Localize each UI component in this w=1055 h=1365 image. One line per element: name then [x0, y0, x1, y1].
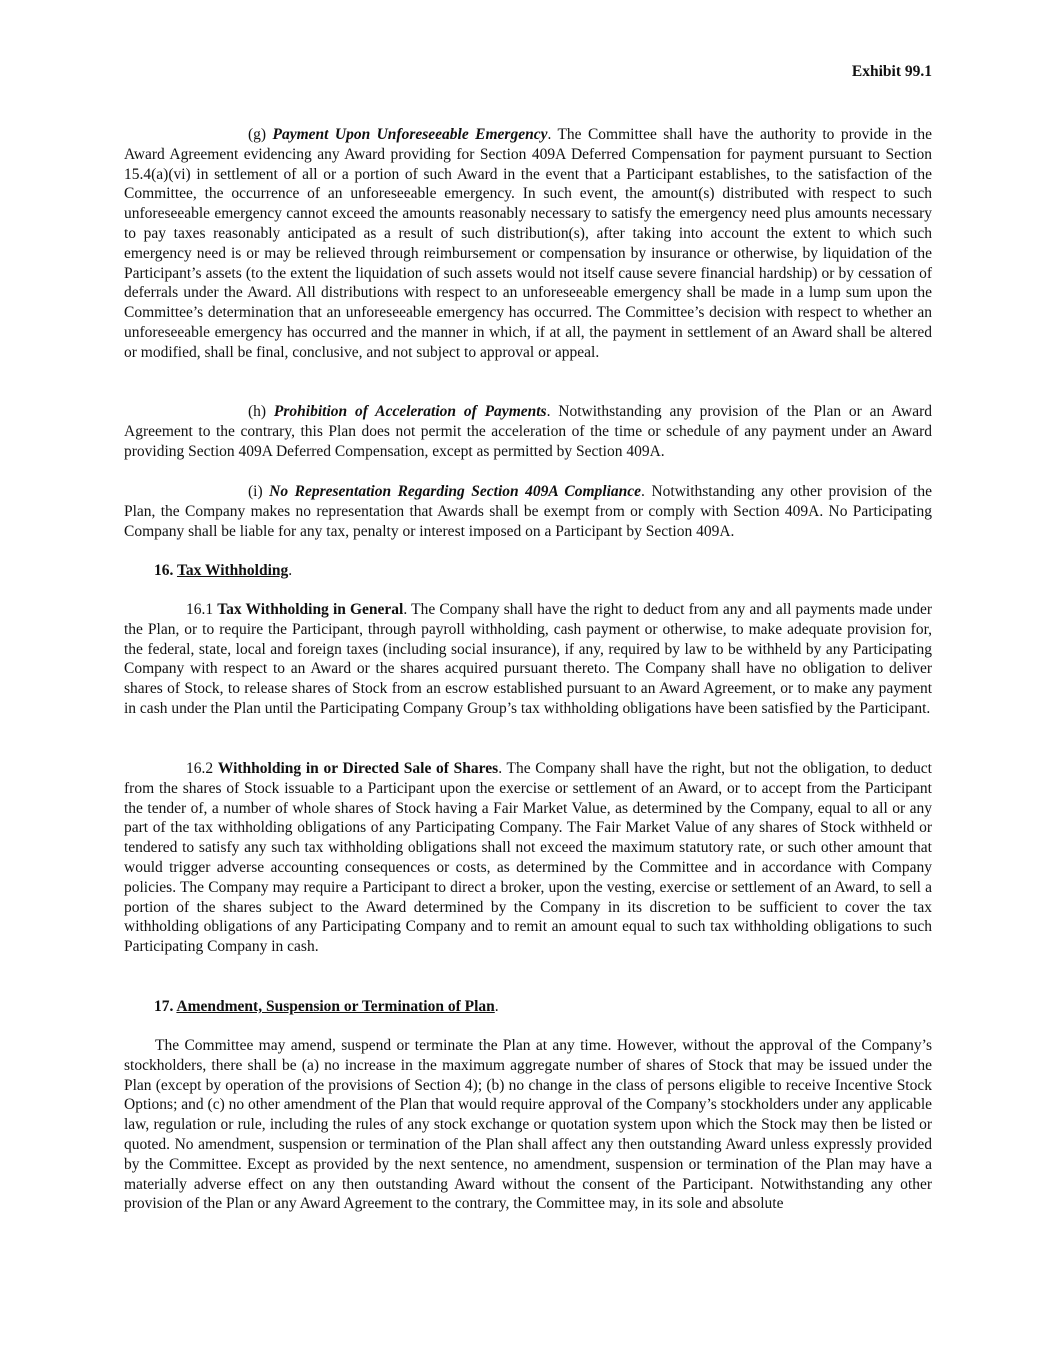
paragraph-title: Prohibition of Acceleration of Payments — [273, 403, 547, 420]
section-17-heading — [154, 997, 499, 1017]
paragraph-title: Payment Upon Unforeseeable Emergency — [272, 126, 548, 143]
paragraph-g-payment-upon-unforeseeable-emergency — [124, 125, 932, 363]
paragraph-title: Withholding in or Directed Sale of Shares — [217, 760, 499, 777]
section-title: Amendment, Suspension or Termination of Plan — [176, 998, 495, 1015]
paragraph-marker: 16.1 — [186, 601, 218, 618]
paragraph-marker: (h) — [248, 403, 274, 420]
paragraph-body: The Committee may amend, suspend or terminate the Plan at any time. However, without the approval of the Company’s stockholders, there shall be (a) no increase in the maximum aggregate number of shares of Stock that may be issued under the Plan (except by operation of the provisions of Section 4); (b) no change in the class of persons eligible to receive Incentive Stock Options; and (c) no other amendment of the Plan that would require approval of the Company’s stockholders under any applicable law, regulation or rule, including the rules of any stock exchange or quotation system upon which the Stock may then be listed or quoted. No amendment, suspension or termination of the Plan shall affect any then outstanding Award unless expressly provided by the Committee. Except as provided by the next sentence, no amendment, suspension or termination of the Plan may have a materially adverse effect on any then outstanding Award without the consent of the Participant. Notwithstanding any other provision of the Plan or any Award Agreement to the contrary, the Committee may, in its sole and absolute — [124, 1037, 932, 1213]
section-title-period: . — [288, 562, 293, 579]
paragraph-body: . The Company shall have the right to deduct from any and all payments made under the Plan, or to require the Participant, through payroll withholding, cash payment or otherwise, to make adequate provision for, the federal, state, local and foreign taxes (including social insurance), if any, required by law to be withheld by any Participating Company with respect to an Award or the shares acquired pursuant thereto. The Company shall have no obligation to deliver shares of Stock, to release shares of Stock from an escrow established pursuant to an Award Agreement, or to make any payment in cash under the Plan until the Participating Company Group’s tax withholding obligations have been satisfied by the Participant. — [124, 601, 933, 717]
section-title: Tax Withholding — [176, 562, 289, 579]
paragraph-body: . The Company shall have the right, but not the obligation, to deduct from the shares of Stock issuable to a Participant upon the exercise or settlement of an Award, or to accept from the Participant the tender of, a number of whole shares of Stock having a Fair Market Value, as determined by the Company, equal to all or any part of the tax withholding obligations of any Participating Company. The Fair Market Value of any shares of Stock withheld or tendered to satisfy any such tax withholding obligations shall not exceed the maximum statutory rate, or such other amount that would trigger adverse accounting consequences or costs, as determined by the Committee and in accordance with Company policies. The Company may require a Participant to direct a broker, upon the vesting, exercise or settlement of an Award, to sell a portion of the shares subject to the Award determined by the Company in its discretion to be sufficient to cover the tax withholding obligations of any Participating Company and to remit an amount equal to such tax withholding obligations to such Participating Company in cash. — [124, 760, 932, 956]
paragraph-title: No Representation Regarding Section 409A Compliance — [269, 483, 642, 500]
exhibit-label: Exhibit 99.1 — [851, 63, 932, 80]
section-number: 16. — [154, 562, 177, 579]
paragraph-body: . Notwithstanding any provision of the Plan or an Award Agreement to the contrary, this Plan does not permit the acceleration of the time or schedule of any payment under an Award providing Section 409A Deferred Compensation, except as permitted by Section 409A. — [124, 403, 932, 460]
section-title-period: . — [494, 998, 499, 1015]
paragraph-marker: (g) — [248, 126, 273, 143]
paragraph-body: . The Committee shall have the authority to provide in the Award Agreement evidencing any Award providing for Section 409A Deferred Compensation for payment pursuant to Section 15.4(a)(vi) in settlement of all or a portion of such Award in the event that a Participant establishes, to the satisfaction of the Committee, the occurrence of an unforeseeable emergency. In such event, the amount(s) distributed with respect to such unforeseeable emergency cannot exceed the amounts reasonably necessary to satisfy the emergency need plus amounts necessary to pay taxes reasonably anticipated as a result of such distribution(s), after taking into account the extent to which such emergency need is or may be relieved through reimbursement or compensation by insurance or otherwise, by liquidation of the Participant’s assets (to the extent the liquidation of such assets would not itself cause severe financial hardship) or by cessation of deferrals under the Award. All distributions with respect to an unforeseeable emergency shall be made in a lump sum upon the Committee’s determination that an unforeseeable emergency has occurred. The Committee’s decision with respect to whether an unforeseeable emergency has occurred and the manner in which, if at all, the payment in settlement of an Award shall be altered or modified, shall be final, conclusive, and not subject to approval or appeal. — [124, 126, 932, 361]
paragraph-marker: 16.2 — [186, 760, 218, 777]
section-16-heading — [154, 561, 292, 581]
paragraph-h-prohibition-of-acceleration — [124, 402, 932, 461]
paragraph-i-no-representation-409a — [124, 482, 932, 541]
paragraph-16-1-tax-withholding-in-general — [124, 600, 932, 719]
paragraph-16-2-withholding-or-directed-sale — [124, 759, 932, 957]
paragraph-title: Tax Withholding in General — [217, 601, 404, 618]
section-number: 17. — [154, 998, 177, 1015]
paragraph-marker: (i) — [248, 483, 270, 500]
paragraph-17-body — [124, 1036, 932, 1214]
paragraph-body: . Notwithstanding any other provision of the Plan, the Company makes no representation that Awards shall be exempt from or comply with Section 409A. No Participating Company shall be liable for any tax, penalty or interest imposed on a Participant by Section 409A. — [124, 483, 932, 540]
